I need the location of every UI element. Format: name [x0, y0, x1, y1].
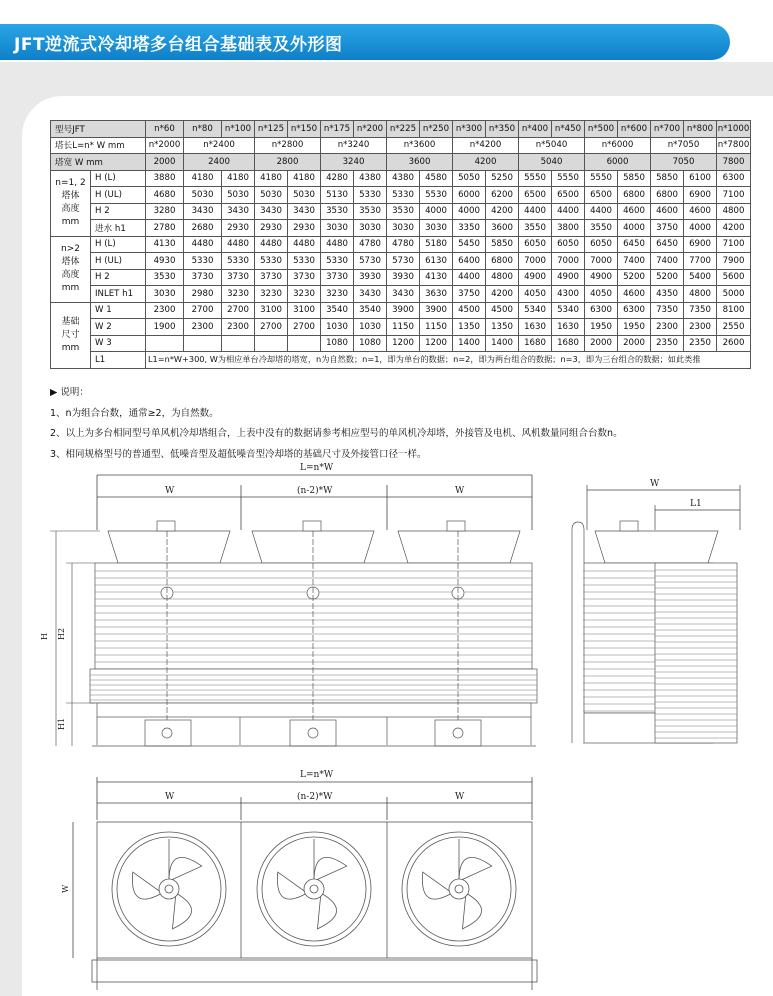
- model-cell: n*350: [486, 121, 519, 138]
- group3-cell: 1950: [585, 319, 618, 336]
- group2-cell: 4480: [255, 236, 288, 253]
- group2-cell: 4050: [585, 286, 618, 303]
- note-item-2: 2、以上为多台相同型号单风机冷却塔组合，上表中没有的数据请参考相应型号的单风机冷却塔，外接管及电机、风机数量同组合台数n。: [50, 428, 623, 439]
- l1-note: L1=n*W+300, W为相应单台冷却塔的塔宽，n为自然数；n=1，即为单台的数据；n=2，即为两台组合的数据；n=3，即为三台组合的数据；如此类推: [146, 352, 751, 369]
- front-elevation: [90, 521, 537, 717]
- group2-cell: 6050: [519, 236, 552, 253]
- group1-cell: 5330: [387, 187, 420, 204]
- group3-cell: 3540: [354, 302, 387, 319]
- group2-cell: 7700: [684, 253, 717, 270]
- group1-cell: 3750: [651, 220, 684, 237]
- group1-cell: 6500: [552, 187, 585, 204]
- group2-cell: 4800: [486, 269, 519, 286]
- group1-cell: 4600: [684, 203, 717, 220]
- group1-cell: 6800: [618, 187, 651, 204]
- group2-cell: 4350: [651, 286, 684, 303]
- group2-cell: 5730: [354, 253, 387, 270]
- group2-cell: 7000: [519, 253, 552, 270]
- group3-cell: 1400: [453, 335, 486, 352]
- group1-cell: 3430: [255, 203, 288, 220]
- width-cell: 3600: [387, 154, 453, 171]
- group1-cell: 3430: [288, 203, 321, 220]
- group2-cell: 3930: [354, 269, 387, 286]
- group1-cell: 2680: [184, 220, 222, 237]
- group3-label: 基础 尺寸 mm: [51, 302, 91, 368]
- group2-cell: 3730: [255, 269, 288, 286]
- group1-cell: 3030: [321, 220, 354, 237]
- group2-cell: 4930: [146, 253, 184, 270]
- dim-W-plan-vert: W: [61, 884, 70, 893]
- width-cell: 4200: [453, 154, 519, 171]
- length-label: 塔长L=n* W mm: [51, 137, 146, 154]
- model-cell: n*225: [387, 121, 420, 138]
- group2-cell: 4900: [552, 269, 585, 286]
- group2-cell: 4900: [519, 269, 552, 286]
- group1-cell: 5530: [420, 187, 453, 204]
- width-cell: 2000: [146, 154, 184, 171]
- model-cell: n*450: [552, 121, 585, 138]
- group2-cell: 7400: [651, 253, 684, 270]
- group2-cell: 6450: [651, 236, 684, 253]
- group3-cell: 2300: [684, 319, 717, 336]
- group1-row-label: H (UL): [91, 187, 146, 204]
- group1-label: n=1, 2 塔体 高度 mm: [51, 170, 91, 236]
- group3-cell: 3900: [387, 302, 420, 319]
- model-cell: n*1000: [717, 121, 751, 138]
- group1-cell: 3600: [486, 220, 519, 237]
- dim-W-plan-mid: (n-2)*W: [297, 792, 333, 802]
- group3-cell: 1200: [420, 335, 453, 352]
- group3-cell: 1200: [387, 335, 420, 352]
- group2-cell: 6900: [684, 236, 717, 253]
- group2-row-label: INLET h1: [91, 286, 146, 303]
- group1-cell: 3350: [453, 220, 486, 237]
- group1-cell: 3430: [222, 203, 255, 220]
- length-cell: n*3240: [321, 137, 387, 154]
- dim-H1: H1: [57, 717, 66, 730]
- group3-cell: 2700: [222, 302, 255, 319]
- group1-cell: 6900: [684, 187, 717, 204]
- width-cell: 2800: [255, 154, 321, 171]
- dim-W-mid: (n-2)*W: [297, 486, 333, 496]
- group1-row-label: H (L): [91, 170, 146, 187]
- group3-cell: 1950: [618, 319, 651, 336]
- group2-cell: 4780: [354, 236, 387, 253]
- group2-cell: 3750: [453, 286, 486, 303]
- group3-cell: 7350: [651, 302, 684, 319]
- group3-row-label: W 2: [91, 319, 146, 336]
- group1-cell: 5130: [321, 187, 354, 204]
- group1-cell: 4800: [717, 203, 751, 220]
- group2-cell: 4480: [184, 236, 222, 253]
- group3-cell: 1630: [552, 319, 585, 336]
- group1-cell: 6200: [486, 187, 519, 204]
- model-cell: n*175: [321, 121, 354, 138]
- group1-cell: 3030: [387, 220, 420, 237]
- group3-cell: 1350: [453, 319, 486, 336]
- group1-cell: 3530: [354, 203, 387, 220]
- note-item-3: 3、相同规格型号的普通型、低噪音型及超低噪音型冷却塔的基础尺寸及外接管口径一样。: [50, 448, 427, 460]
- group3-cell: 1150: [387, 319, 420, 336]
- dim-H2: H2: [57, 627, 66, 640]
- length-cell: n*4200: [453, 137, 519, 154]
- group1-cell: 3880: [146, 170, 184, 187]
- group2-cell: 3530: [146, 269, 184, 286]
- group3-cell: 1900: [146, 319, 184, 336]
- group2-cell: 5180: [420, 236, 453, 253]
- model-label: 型号JFT: [51, 121, 146, 138]
- group1-cell: 4180: [288, 170, 321, 187]
- group2-cell: 3630: [420, 286, 453, 303]
- dim-W-left: W: [165, 486, 175, 496]
- group2-cell: 6130: [420, 253, 453, 270]
- group2-cell: 3730: [288, 269, 321, 286]
- group3-cell: 1080: [321, 335, 354, 352]
- group2-cell: 4780: [387, 236, 420, 253]
- group3-cell: 1680: [552, 335, 585, 352]
- model-cell: n*700: [651, 121, 684, 138]
- group2-cell: 4480: [321, 236, 354, 253]
- group1-cell: 4680: [146, 187, 184, 204]
- group3-cell: 2550: [717, 319, 751, 336]
- group1-cell: 3800: [552, 220, 585, 237]
- model-cell: n*500: [585, 121, 618, 138]
- group3-cell: 2700: [288, 319, 321, 336]
- group3-cell: 7350: [684, 302, 717, 319]
- model-cell: n*600: [618, 121, 651, 138]
- group1-cell: 4000: [684, 220, 717, 237]
- group1-cell: 3280: [146, 203, 184, 220]
- group1-cell: 6000: [453, 187, 486, 204]
- group1-cell: 7100: [717, 187, 751, 204]
- group2-cell: 3930: [387, 269, 420, 286]
- group3-row-label: W 1: [91, 302, 146, 319]
- group1-row-label: 进水 h1: [91, 220, 146, 237]
- group1-cell: 6800: [651, 187, 684, 204]
- group3-cell: 3100: [288, 302, 321, 319]
- group2-cell: 3230: [288, 286, 321, 303]
- group3-cell: 8100: [717, 302, 751, 319]
- group1-cell: 4180: [255, 170, 288, 187]
- group1-cell: 3430: [184, 203, 222, 220]
- group3-cell: 2000: [585, 335, 618, 352]
- group3-cell: 5340: [552, 302, 585, 319]
- group1-cell: 2780: [146, 220, 184, 237]
- model-cell: n*60: [146, 121, 184, 138]
- group1-cell: 4600: [618, 203, 651, 220]
- dim-W-right: W: [455, 486, 465, 496]
- model-cell: n*125: [255, 121, 288, 138]
- group3-cell: 1030: [354, 319, 387, 336]
- length-cell: n*5040: [519, 137, 585, 154]
- group1-cell: 5030: [222, 187, 255, 204]
- group1-cell: 4180: [222, 170, 255, 187]
- group2-cell: 3730: [184, 269, 222, 286]
- length-cell: n*7050: [651, 137, 717, 154]
- group2-cell: 4900: [585, 269, 618, 286]
- group3-cell: 1680: [519, 335, 552, 352]
- group2-cell: 7000: [552, 253, 585, 270]
- note-item-1: 1、n为组合台数，通常≥2，为自然数。: [50, 407, 219, 419]
- group1-cell: 6300: [717, 170, 751, 187]
- group2-cell: 5330: [184, 253, 222, 270]
- group1-cell: 4580: [420, 170, 453, 187]
- group2-cell: 3730: [321, 269, 354, 286]
- group2-cell: 7400: [618, 253, 651, 270]
- group3-cell: 1080: [354, 335, 387, 352]
- group1-cell: 4000: [453, 203, 486, 220]
- group3-cell: 6300: [585, 302, 618, 319]
- group2-cell: 3230: [321, 286, 354, 303]
- group3-cell: 4500: [453, 302, 486, 319]
- group2-cell: 5000: [717, 286, 751, 303]
- group2-cell: 6400: [453, 253, 486, 270]
- group2-cell: 4300: [552, 286, 585, 303]
- group2-cell: 4130: [146, 236, 184, 253]
- side-elevation: [572, 521, 737, 743]
- group3-cell: 2300: [184, 319, 222, 336]
- group2-cell: 5600: [717, 269, 751, 286]
- plan-view: [92, 822, 537, 990]
- group2-cell: 4400: [453, 269, 486, 286]
- group2-cell: 4480: [288, 236, 321, 253]
- length-cell: n*2800: [255, 137, 321, 154]
- group2-row-label: H (L): [91, 236, 146, 253]
- page-title: JFT逆流式冷却塔多台组合基础表及外形图: [14, 35, 343, 55]
- width-cell: 5040: [519, 154, 585, 171]
- group1-cell: 5250: [486, 170, 519, 187]
- group1-cell: 3550: [585, 220, 618, 237]
- group1-cell: 4600: [651, 203, 684, 220]
- group1-cell: 3550: [519, 220, 552, 237]
- width-cell: 6000: [585, 154, 651, 171]
- group2-row-label: H (UL): [91, 253, 146, 270]
- group2-cell: 4600: [618, 286, 651, 303]
- group1-cell: 5030: [288, 187, 321, 204]
- group1-cell: 5030: [184, 187, 222, 204]
- width-cell: 7050: [651, 154, 717, 171]
- group1-cell: 3030: [354, 220, 387, 237]
- dim-W-side: W: [650, 479, 660, 489]
- group1-cell: 5550: [519, 170, 552, 187]
- length-cell: n*3600: [387, 137, 453, 154]
- width-cell: 3240: [321, 154, 387, 171]
- group2-cell: 5730: [387, 253, 420, 270]
- group3-cell: 3100: [255, 302, 288, 319]
- group1-cell: 2930: [255, 220, 288, 237]
- group3-cell: 5340: [519, 302, 552, 319]
- group1-cell: 4380: [387, 170, 420, 187]
- group1-cell: 4380: [354, 170, 387, 187]
- group1-cell: 3030: [420, 220, 453, 237]
- group2-cell: 5330: [321, 253, 354, 270]
- group3-cell: 2300: [146, 302, 184, 319]
- group2-cell: 3230: [255, 286, 288, 303]
- group3-cell: 1030: [321, 319, 354, 336]
- group3-row-label: W 3: [91, 335, 146, 352]
- group2-cell: 5850: [486, 236, 519, 253]
- group1-cell: 3530: [321, 203, 354, 220]
- group3-cell: 2700: [255, 319, 288, 336]
- group2-cell: 3230: [222, 286, 255, 303]
- group1-cell: 4180: [184, 170, 222, 187]
- dim-L-plan: L=n*W: [300, 770, 334, 780]
- group2-cell: 4200: [486, 286, 519, 303]
- group1-cell: 4200: [486, 203, 519, 220]
- model-cell: n*150: [288, 121, 321, 138]
- group1-cell: 5550: [552, 170, 585, 187]
- group2-cell: 2980: [184, 286, 222, 303]
- model-cell: n*200: [354, 121, 387, 138]
- group3-cell: 3900: [420, 302, 453, 319]
- group1-cell: 6100: [684, 170, 717, 187]
- group1-cell: 2930: [222, 220, 255, 237]
- group3-cell: 1630: [519, 319, 552, 336]
- group1-cell: 4400: [552, 203, 585, 220]
- group1-cell: 4000: [618, 220, 651, 237]
- group1-cell: 5030: [255, 187, 288, 204]
- length-cell: n*2000: [146, 137, 184, 154]
- group1-cell: 6500: [519, 187, 552, 204]
- dim-W-plan-right: W: [455, 792, 465, 802]
- group3-cell: 2300: [222, 319, 255, 336]
- model-cell: n*800: [684, 121, 717, 138]
- group1-cell: 5550: [585, 170, 618, 187]
- group2-cell: 3030: [146, 286, 184, 303]
- group3-cell: 2350: [684, 335, 717, 352]
- dim-L-front: L=n*W: [300, 463, 334, 473]
- group2-cell: 7900: [717, 253, 751, 270]
- group2-cell: 3730: [222, 269, 255, 286]
- group2-cell: 4480: [222, 236, 255, 253]
- group2-cell: 5330: [255, 253, 288, 270]
- group1-cell: 4200: [717, 220, 751, 237]
- group2-cell: 4130: [420, 269, 453, 286]
- group2-cell: 5400: [684, 269, 717, 286]
- group1-cell: 4400: [585, 203, 618, 220]
- group2-row-label: H 2: [91, 269, 146, 286]
- group2-cell: 3430: [354, 286, 387, 303]
- dim-L1-side: L1: [690, 499, 702, 509]
- group3-cell: 2700: [184, 302, 222, 319]
- dim-H: H: [40, 633, 49, 640]
- group3-cell: 1150: [420, 319, 453, 336]
- dim-W-plan-left: W: [165, 792, 175, 802]
- group2-cell: 5200: [618, 269, 651, 286]
- group3-cell: 1400: [486, 335, 519, 352]
- group2-cell: 5200: [651, 269, 684, 286]
- group1-cell: 4000: [420, 203, 453, 220]
- group3-cell: 4500: [486, 302, 519, 319]
- group1-cell: 5850: [651, 170, 684, 187]
- group1-cell: 4280: [321, 170, 354, 187]
- group3-cell: 1350: [486, 319, 519, 336]
- group1-row-label: H 2: [91, 203, 146, 220]
- group3-cell: 2000: [618, 335, 651, 352]
- model-cell: n*80: [184, 121, 222, 138]
- model-cell: n*400: [519, 121, 552, 138]
- model-cell: n*300: [453, 121, 486, 138]
- group2-label: n>2 塔体 高度 mm: [51, 236, 91, 302]
- group2-cell: 4800: [684, 286, 717, 303]
- model-cell: n*100: [222, 121, 255, 138]
- group1-cell: 5050: [453, 170, 486, 187]
- group2-cell: 7100: [717, 236, 751, 253]
- group2-cell: 3430: [387, 286, 420, 303]
- group3-cell: 2350: [651, 335, 684, 352]
- group2-cell: 4050: [519, 286, 552, 303]
- width-label: 塔宽 W mm: [51, 154, 146, 171]
- notes-heading: ▶ 说明：: [50, 387, 89, 398]
- group2-cell: 5330: [222, 253, 255, 270]
- group1-cell: 4400: [519, 203, 552, 220]
- group1-cell: 5330: [354, 187, 387, 204]
- model-cell: n*250: [420, 121, 453, 138]
- length-cell: n*6000: [585, 137, 651, 154]
- group1-cell: 6500: [585, 187, 618, 204]
- group2-cell: 6050: [585, 236, 618, 253]
- length-cell: n*7800: [717, 137, 751, 154]
- group1-cell: 3530: [387, 203, 420, 220]
- group3-cell: 2300: [651, 319, 684, 336]
- l1-label: L1: [91, 352, 146, 369]
- group2-cell: 6450: [618, 236, 651, 253]
- group2-cell: 7000: [585, 253, 618, 270]
- group2-cell: 6050: [552, 236, 585, 253]
- group2-cell: 5450: [453, 236, 486, 253]
- group3-cell: 2600: [717, 335, 751, 352]
- width-cell: 7800: [717, 154, 751, 171]
- group3-cell: 6300: [618, 302, 651, 319]
- group3-cell: 3540: [321, 302, 354, 319]
- group1-cell: 5850: [618, 170, 651, 187]
- group2-cell: 6800: [486, 253, 519, 270]
- group2-cell: 5330: [288, 253, 321, 270]
- group1-cell: 2930: [288, 220, 321, 237]
- length-cell: n*2400: [184, 137, 255, 154]
- width-cell: 2400: [184, 154, 255, 171]
